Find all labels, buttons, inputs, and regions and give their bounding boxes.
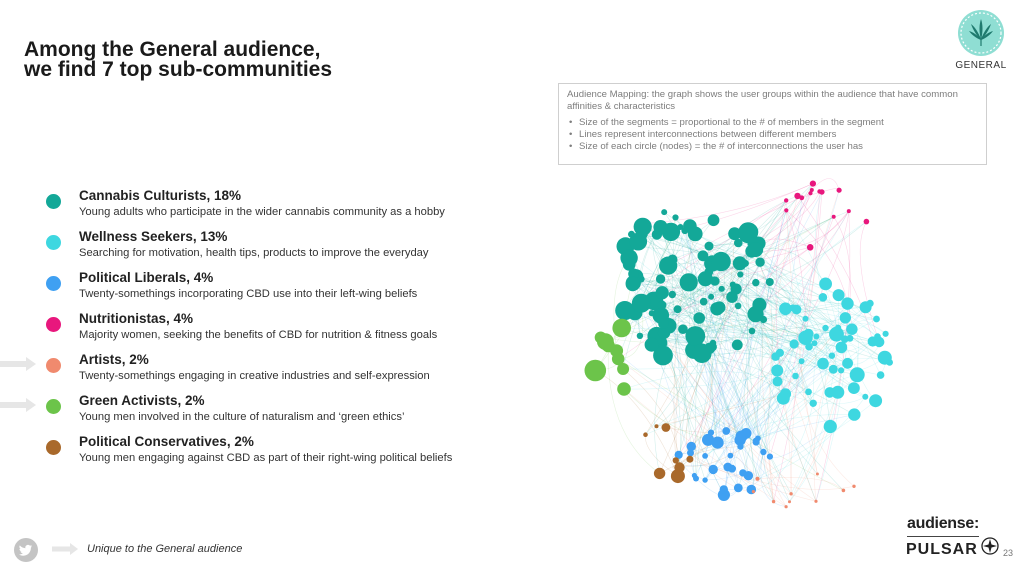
- community-dot: [46, 399, 61, 414]
- network-node: [850, 367, 865, 382]
- network-node: [790, 339, 799, 348]
- network-node: [637, 333, 643, 339]
- network-node: [645, 338, 659, 352]
- community-title: Green Activists, 2%: [79, 393, 205, 408]
- network-node: [836, 342, 848, 354]
- network-node: [799, 195, 804, 200]
- network-node: [708, 430, 714, 436]
- network-node: [671, 469, 685, 483]
- network-node: [685, 326, 705, 346]
- network-node: [869, 394, 882, 407]
- network-node: [873, 316, 880, 323]
- network-node: [824, 420, 837, 433]
- community-description: Searching for motivation, health tips, products to improve the everyday: [79, 247, 429, 259]
- community-title: Artists, 2%: [79, 352, 149, 367]
- network-node: [840, 312, 851, 323]
- network-node: [687, 442, 696, 451]
- community-title: Wellness Seekers, 13%: [79, 229, 228, 244]
- network-node: [710, 276, 719, 285]
- network-node: [629, 252, 637, 260]
- network-node: [816, 473, 819, 476]
- network-node: [698, 271, 713, 286]
- network-node: [749, 328, 756, 335]
- network-node: [649, 310, 655, 316]
- general-badge: [958, 10, 1004, 56]
- network-node: [813, 334, 819, 340]
- network-node: [819, 278, 832, 291]
- network-node: [805, 389, 812, 396]
- network-node: [709, 465, 718, 474]
- network-node: [756, 477, 760, 481]
- network-node: [688, 227, 703, 242]
- network-node: [732, 340, 743, 351]
- audience-mapping-intro: Audience Mapping: the graph shows the user groups within the audience that have common affinities & characteristics: [567, 89, 958, 112]
- network-node: [653, 220, 667, 234]
- network-node: [752, 490, 755, 493]
- network-node: [785, 505, 788, 508]
- network-node: [752, 279, 759, 286]
- network-node: [773, 377, 783, 387]
- cannabis-leaf-icon: [958, 10, 1004, 56]
- network-node: [736, 430, 748, 442]
- network-node: [720, 485, 728, 493]
- pulsar-star-icon: [981, 537, 999, 555]
- unique-arrow-icon: [52, 543, 78, 555]
- page-number: 23: [1003, 548, 1014, 558]
- network-node: [766, 278, 774, 286]
- network-node: [825, 387, 836, 398]
- network-node: [822, 325, 828, 331]
- community-description: Majority women, seeking the benefits of CBD for nutrition & fitness goals: [79, 329, 438, 341]
- network-node: [735, 303, 742, 310]
- network-node: [771, 365, 783, 377]
- network-node: [585, 360, 607, 382]
- network-node: [595, 332, 607, 344]
- community-item: [0, 227, 560, 267]
- network-node: [792, 373, 799, 380]
- unique-legend-label: Unique to the General audience: [87, 543, 243, 555]
- network-node: [838, 367, 844, 373]
- audience-mapping-bullets: [567, 117, 978, 153]
- network-node: [848, 408, 860, 420]
- network-node: [810, 400, 817, 407]
- network-node: [832, 215, 836, 219]
- network-node: [867, 300, 874, 307]
- pulsar-logo: PULSAR: [906, 541, 978, 558]
- network-node: [842, 489, 846, 493]
- network-node: [789, 492, 792, 495]
- audiense-logo: [907, 515, 979, 533]
- network-node: [748, 306, 764, 322]
- network-node: [819, 293, 828, 302]
- network-node: [708, 294, 714, 300]
- network-node: [755, 258, 764, 267]
- network-node: [702, 477, 707, 482]
- community-title: Political Conservatives, 2%: [79, 434, 254, 449]
- network-node: [680, 273, 698, 291]
- network-node: [661, 209, 667, 215]
- network-node: [837, 188, 842, 193]
- network-node: [674, 305, 682, 313]
- network-node: [874, 337, 884, 347]
- twitter-badge[interactable]: [14, 538, 38, 562]
- community-title: Political Liberals, 4%: [79, 270, 214, 285]
- community-item: [0, 309, 560, 349]
- network-node: [712, 437, 724, 449]
- network-node: [719, 286, 725, 292]
- community-title: Cannabis Culturists, 18%: [79, 188, 242, 203]
- network-node: [615, 301, 634, 320]
- network-node: [864, 219, 870, 225]
- community-description: Young men involved in the culture of naturalism and ‘green ethics’: [79, 411, 405, 423]
- network-node: [852, 485, 855, 488]
- network-node: [760, 449, 766, 455]
- network-node: [626, 277, 640, 291]
- network-node: [692, 473, 697, 478]
- network-node: [658, 318, 669, 329]
- network-node: [705, 242, 714, 251]
- network-node: [772, 500, 775, 503]
- network-node: [737, 443, 743, 449]
- unique-arrow-icon: [0, 357, 36, 371]
- network-node: [784, 208, 788, 212]
- network-node: [747, 485, 757, 495]
- community-dot: [46, 440, 61, 455]
- community-dot: [46, 276, 61, 291]
- network-node: [803, 316, 809, 322]
- network-node: [628, 231, 635, 238]
- network-node: [847, 335, 854, 342]
- network-node: [657, 301, 666, 310]
- network-node: [807, 244, 814, 251]
- network-graph: [575, 172, 945, 517]
- network-node: [728, 453, 734, 459]
- network-node: [819, 189, 824, 194]
- network-node: [742, 260, 749, 267]
- audiense-logo-text: audiense:: [907, 515, 979, 532]
- community-dot: [46, 235, 61, 250]
- community-dot: [46, 317, 61, 332]
- network-node: [846, 324, 857, 335]
- network-node: [700, 298, 708, 306]
- network-node: [655, 424, 659, 428]
- page-title-line-1: Among the General audience,: [24, 38, 321, 61]
- network-node: [833, 289, 845, 301]
- network-node: [632, 294, 651, 313]
- network-node: [788, 500, 791, 503]
- network-node: [883, 331, 889, 337]
- network-node: [814, 500, 817, 503]
- community-item: [0, 268, 560, 308]
- network-node: [728, 465, 736, 473]
- network-node: [799, 358, 805, 364]
- network-node: [737, 271, 743, 277]
- network-node: [739, 469, 746, 476]
- network-node: [776, 349, 784, 357]
- community-description: Twenty-somethings incorporating CBD use into their left-wing beliefs: [79, 288, 418, 300]
- network-node: [656, 274, 665, 283]
- audience-mapping-box: [558, 83, 987, 165]
- network-node: [841, 297, 853, 309]
- page-title-line-2: we find 7 top sub-communities: [24, 58, 333, 81]
- network-node: [713, 301, 725, 313]
- network-node: [829, 353, 835, 359]
- network-node: [692, 344, 711, 363]
- network-node: [656, 286, 669, 299]
- community-item: [0, 350, 560, 390]
- unique-arrow-icon: [0, 398, 36, 412]
- community-description: Young men engaging against CBD as part of their right-wing political beliefs: [79, 452, 453, 464]
- network-node: [848, 382, 860, 394]
- network-node: [803, 329, 813, 339]
- network-node: [886, 359, 893, 366]
- network-node: [693, 312, 705, 324]
- network-node: [808, 191, 812, 195]
- twitter-bird-icon: [14, 538, 38, 562]
- network-node: [731, 284, 742, 295]
- network-node: [810, 181, 816, 187]
- network-node: [877, 371, 885, 379]
- network-node: [829, 365, 838, 374]
- community-item: [0, 432, 560, 472]
- network-node: [777, 392, 790, 405]
- network-node: [784, 198, 788, 202]
- page-title: [24, 40, 332, 80]
- network-node: [659, 257, 677, 275]
- network-node: [862, 394, 868, 400]
- community-title: Nutritionistas, 4%: [79, 311, 194, 326]
- network-node: [669, 291, 676, 298]
- network-node: [805, 343, 813, 351]
- network-node: [817, 358, 829, 370]
- network-node: [702, 453, 708, 459]
- network-node: [612, 353, 625, 366]
- network-node: [654, 468, 665, 479]
- audience-mapping-bullet: • Size of each circle (nodes) = the # of interconnections the user has: [567, 141, 978, 153]
- network-node: [722, 427, 730, 435]
- community-dot: [46, 194, 61, 209]
- community-dot: [46, 358, 61, 373]
- community-description: Young adults who participate in the wider cannabis community as a hobby: [79, 206, 445, 218]
- network-node: [662, 423, 671, 432]
- network-node: [753, 438, 758, 443]
- network-node: [767, 454, 773, 460]
- audiense-logo-rule: [907, 536, 979, 537]
- network-node: [748, 242, 763, 257]
- audience-mapping-bullet: • Size of the segments = proportional to the # of members in the segment: [567, 117, 978, 129]
- network-node: [835, 325, 841, 331]
- network-node: [617, 382, 631, 396]
- community-item: [0, 186, 560, 226]
- network-node: [672, 214, 678, 220]
- network-node: [686, 456, 693, 463]
- network-node: [779, 303, 792, 316]
- network-node: [643, 432, 648, 437]
- network-node: [708, 214, 720, 226]
- network-node: [738, 223, 758, 243]
- audience-mapping-bullet: • Lines represent interconnections between different members: [567, 129, 978, 141]
- network-node: [688, 284, 694, 290]
- network-node: [842, 358, 853, 369]
- community-item: [0, 391, 560, 431]
- community-description: Twenty-somethings engaging in creative industries and self-expression: [79, 370, 430, 382]
- network-node: [847, 209, 851, 213]
- network-node: [612, 319, 631, 338]
- network-node: [673, 457, 679, 463]
- general-badge-label: GENERAL: [955, 60, 1007, 71]
- network-node: [734, 484, 743, 493]
- network-node: [681, 227, 688, 234]
- network-node: [711, 252, 730, 271]
